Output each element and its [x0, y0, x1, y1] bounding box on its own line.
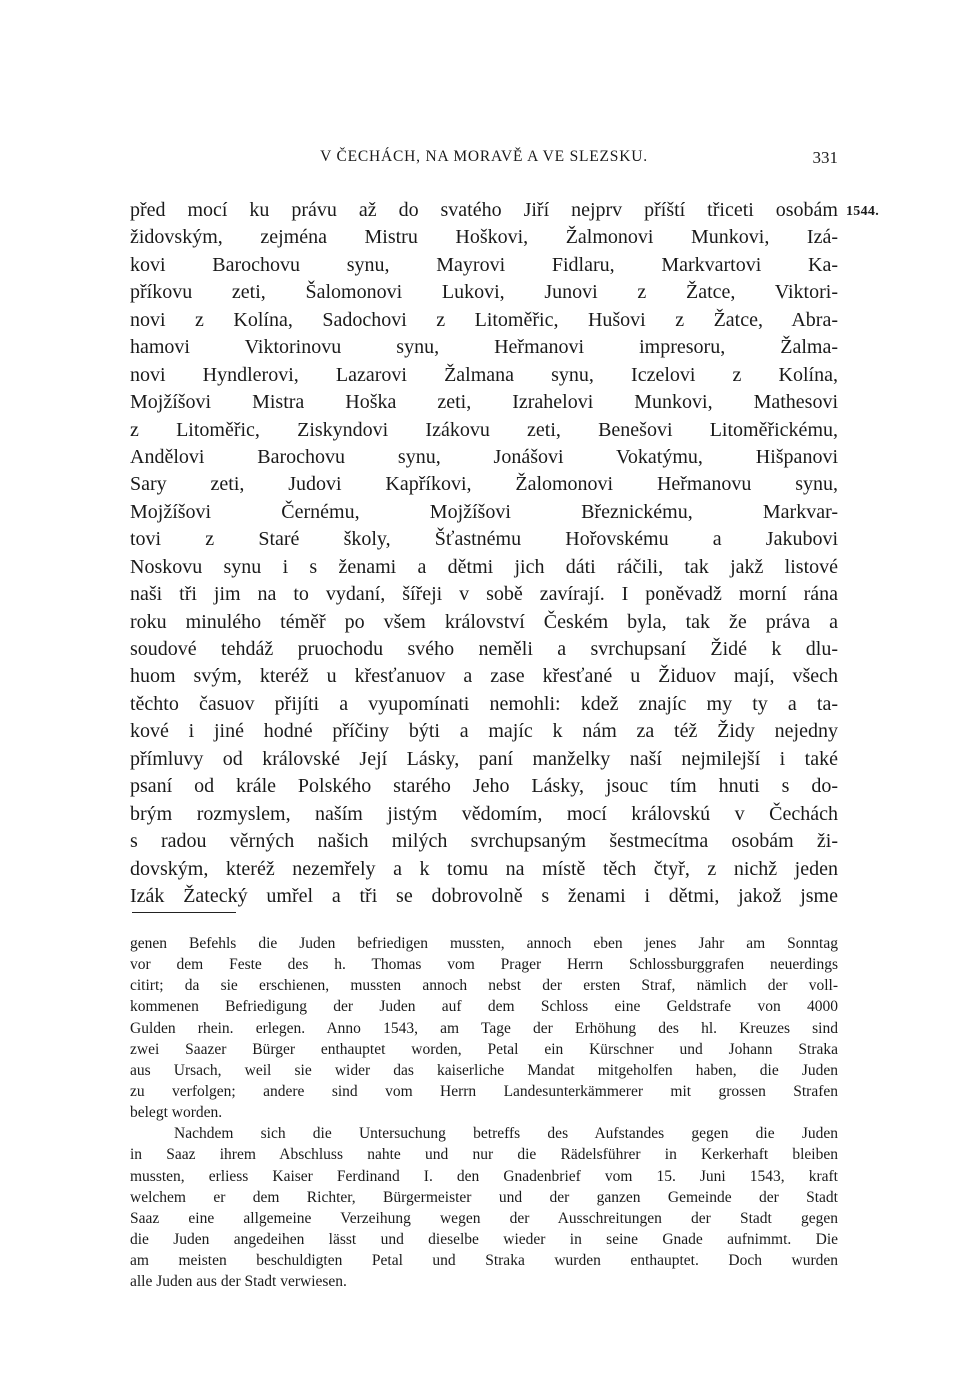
footnote-line: die Juden angedeihen lässt und dieselbe wieder in seine Gnade aufnimmt. Die — [130, 1230, 838, 1248]
footnote-line: in Saaz ihrem Abschluss nahte und nur die Rädelsführer in Kerkerhaft bleiben — [130, 1146, 838, 1164]
footnote-line: mussten, erliess Kaiser Ferdinand I. den Gnadenbrief vom 15. Juni 1543, kraft — [130, 1167, 838, 1185]
footnote-line: am meisten beschuldigten Petal und Straka wurden enthauptet. Doch wurden — [130, 1252, 838, 1270]
footnote-line: genen Befehls die Juden befriedigen mussten, annoch eben jenes Jahr am Sonntag — [130, 935, 838, 952]
running-header — [130, 148, 838, 170]
main-text-line: Mojžíšovi Mistra Hoška zeti, Izrahelovi Munkovi, Mathesovi — [130, 391, 838, 414]
running-title: V ČECHÁCH, NA MORAVĚ A VE SLEZSKU. — [320, 148, 648, 165]
footnote-line: vor dem Feste des h. Thomas vom Prager Herrn Schlossburggrafen neuerdings — [130, 956, 838, 974]
footnote-line: aus Ursach, weil sie wider das kaiserliche Mandat mitgeholfen haben, die Juden — [130, 1061, 838, 1079]
main-text-line: psaní od krále Polského starého Jeho Lásky, jsouc tím hnuti s do- — [130, 775, 838, 798]
main-text-line: Noskovu synu i s ženami a dětmi jich dáti ráčili, tak jakž listové — [130, 555, 838, 578]
main-text-line: z Litoměřic, Ziskyndovi Izákovu zeti, Benešovi Litoměřickému, — [130, 418, 838, 441]
main-text-line: těchto časuov přijíti a vyupomínati nemohli: kdež znajíc my ty a ta- — [130, 692, 838, 715]
main-text-line: naši tři jim na to vydaní, šířeji v sobě zavírají. I poněvadž morní rána — [130, 583, 838, 606]
footnote-line: Nachdem sich die Untersuchung betreffs des Aufstandes gegen die Juden — [174, 1125, 838, 1143]
main-text-line: Andělovi Barochovu synu, Jonášovi Vokatýmu, Hišpanovi — [130, 445, 838, 468]
main-text-block — [130, 197, 838, 910]
main-text-line: příkovu zeti, Šalomonovi Lukovi, Junovi z Žatce, Viktori- — [130, 281, 838, 304]
page-number: 331 — [812, 148, 838, 167]
footnote-line: welchem er dem Richter, Bürgermeister und der ganzen Gemeinde der Stadt — [130, 1188, 838, 1206]
main-text-line: s radou věrných našich milých svrchupsaným šestmecítma osobám ži- — [130, 830, 838, 853]
main-text-line: před mocí ku právu až do svatého Jiří nejprv příští třiceti osobám — [130, 199, 838, 221]
footnote-line: alle Juden aus der Stadt verwiesen. — [130, 1273, 347, 1291]
main-text-line: novi z Kolína, Sadochovi z Litoměřic, Hušovi z Žatce, Abra- — [130, 308, 838, 331]
main-text-line: kovi Barochovu synu, Mayrovi Fidlaru, Markvartovi Ka- — [130, 253, 838, 276]
footnote-line: citirt; da sie erschienen, mussten annoch nebst der ersten Straf, nämlich der voll- — [130, 977, 838, 995]
main-text-line: Sary zeti, Judovi Kapříkovi, Žalomonovi Heřmanovu synu, — [130, 473, 838, 496]
main-text-line: Mojžíšovi Černému, Mojžíšovi Březnickému, Markvar- — [130, 500, 838, 523]
main-text-line: kové i jiné hodné příčiny býti a majíc k nám za též Židy nejedny — [130, 720, 838, 743]
footnote-line: Gulden rhein. erlegen. Anno 1543, am Tage der Erhöhung des hl. Kreuzes sind — [130, 1019, 838, 1037]
footnote-line: zu verfolgen; andere sind vom Herrn Landesunterkämmerer mit grossen Strafen — [130, 1082, 838, 1100]
footnote-line: kommenen Befriedigung der Juden auf dem Schloss eine Geldstrafe von 4000 — [130, 998, 838, 1016]
main-text-line: Izák Žatecký umřel a tři se dobrovolně s ženami i dětmi, jakož jsme — [130, 884, 838, 907]
footnote-separator-rule — [132, 912, 236, 913]
main-text-line: přímluvy od královské Její Lásky, paní manželky naší nejmilejší i také — [130, 747, 838, 770]
main-text-line: brým rozmyslem, naším jistým vědomím, mocí královskú v Čechách — [130, 802, 838, 825]
main-text-line: roku minulého téměř po všem království Českém byla, tak že práva a — [130, 610, 838, 633]
main-text-line: tovi z Staré školy, Šťastnému Hořovskému a Jakubovi — [130, 528, 838, 551]
footnote-line: belegt worden. — [130, 1104, 223, 1122]
footnote-line: Saaz eine allgemeine Verzeihung wegen der Ausschreitungen der Stadt gegen — [130, 1209, 838, 1227]
main-text-line: židovským, zejména Mistru Hoškovi, Žalmonovi Munkovi, Izá- — [130, 226, 838, 249]
main-text-line: soudové tehdáž pruochodu svého neměli a svrchupsaní Židé k dlu- — [130, 638, 838, 660]
footnotes-block — [130, 933, 838, 1292]
main-text-line: dovským, kteréž nezemřely a k tomu na místě těch čtyř, z nichž jeden — [130, 857, 838, 880]
main-text-line: huom svým, kteréž u křesťanuov a zase křesťané u Židuov mají, všech — [130, 665, 838, 688]
main-text-line: novi Hyndlerovi, Lazarovi Žalmana synu, Iczelovi z Kolína, — [130, 363, 838, 386]
main-text-line: hamovi Viktorinovu synu, Heřmanovi impresoru, Žalma- — [130, 336, 838, 359]
footnote-line: zwei Saazer Bürger enthauptet worden, Petal ein Kürschner und Johann Straka — [130, 1040, 838, 1058]
margin-note-year: 1544. — [846, 204, 879, 219]
